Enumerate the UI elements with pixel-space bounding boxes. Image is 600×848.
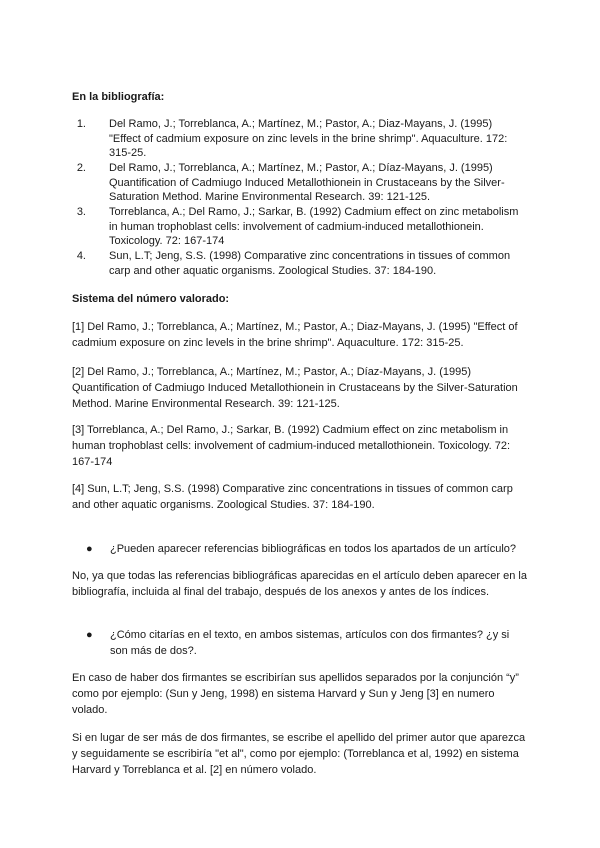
list-item-text: Torreblanca, A.; Del Ramo, J.; Sarkar, B. (1992) Cadmium effect on zinc metabolism in human trophoblast cells: involvement of cadmium-induced metallothionein. Toxicology. 72: 167-174 [109,206,519,248]
question-1 [86,541,526,557]
bibliography-item-2 [76,161,520,205]
list-item-text: Del Ramo, J.; Torreblanca, A.; Martínez, M.; Pastor, A.; Diaz-Mayans, J. (1995) "Effect of cadmium exposure on zinc levels in the brine shrimp". Aquaculture. 172: 315-25. [109,118,508,160]
question-text: ¿Pueden aparecer referencias bibliográficas en todos los apartados de un artículo? [110,543,517,555]
list-item-text: Del Ramo, J.; Torreblanca, A.; Martínez, M.; Pastor, A.; Díaz-Mayans, J. (1995) Quantification of Cadmiugo Induced Metallothionein in Crustaceans by the Silver-Saturation Method. Marine Environmental Research. 39: 121-125. [109,162,505,204]
bibliography-item-4 [76,249,520,278]
bullet-icon: ● [86,629,93,641]
answer-2-paragraph-2: Si en lugar de ser más de dos firmantes, se escribe el apellido del primer autor que aparezca y seguidamente se escribiría "et al", como por ejemplo: (Torreblanca et al, 1992) en sistema Harvard y Torreblanca et al. [2] en número volado. [72,732,526,777]
list-number: 4. [76,250,86,262]
list-number: 3. [76,206,86,218]
list-number: 1. [76,118,86,130]
list-item-text: Sun, L.T; Jeng, S.S. (1998) Comparative zinc concentrations in tissues of common carp and other aquatic organisms. Zoological Studies. 37: 184-190. [109,250,511,277]
numbered-system-heading: Sistema del número valorado: [72,293,230,305]
question-2 [86,627,526,659]
bibliography-heading: En la bibliografía: [72,91,165,103]
answer-1: No, ya que todas las referencias bibliográficas aparecidas en el artículo deben aparecer en la bibliografía, incluida al final del trabajo, después de los anexos y antes de los índices. [72,570,527,599]
bullet-icon: ● [86,543,93,555]
numbered-reference-1: [1] Del Ramo, J.; Torreblanca, A.; Martínez, M.; Pastor, A.; Diaz-Mayans, J. (1995) "Effect of cadmium exposure on zinc levels in the brine shrimp". Aquaculture. 172: 315-25. [72,321,518,350]
question-text: ¿Cómo citarías en el texto, en ambos sistemas, artículos con dos firmantes? ¿y si son más de dos?. [110,629,510,658]
numbered-reference-3: [3] Torreblanca, A.; Del Ramo, J.; Sarkar, B. (1992) Cadmium effect on zinc metabolism in human trophoblast cells: involvement of cadmium-induced metallothionein. Toxicology. 72: 167-174 [72,424,510,469]
numbered-reference-4: [4] Sun, L.T; Jeng, S.S. (1998) Comparative zinc concentrations in tissues of common carp and other aquatic organisms. Zoological Studies. 37: 184-190. [72,483,513,512]
list-number: 2. [76,162,86,174]
answer-2-paragraph-1: En caso de haber dos firmantes se escribirían sus apellidos separados por la conjunción “y” como por ejemplo: (Sun y Jeng, 1998) en sistema Harvard y Sun y Jeng [3] en numero volado. [72,672,519,717]
numbered-reference-2: [2] Del Ramo, J.; Torreblanca, A.; Martínez, M.; Pastor, A.; Díaz-Mayans, J. (1995) Quantification of Cadmiugo Induced Metallothionein in Crustaceans by the Silver-Saturation Method. Marine Environmental Research. 39: 121-125. [72,366,518,411]
bibliography-item-1 [76,117,520,161]
bibliography-item-3 [76,205,520,249]
